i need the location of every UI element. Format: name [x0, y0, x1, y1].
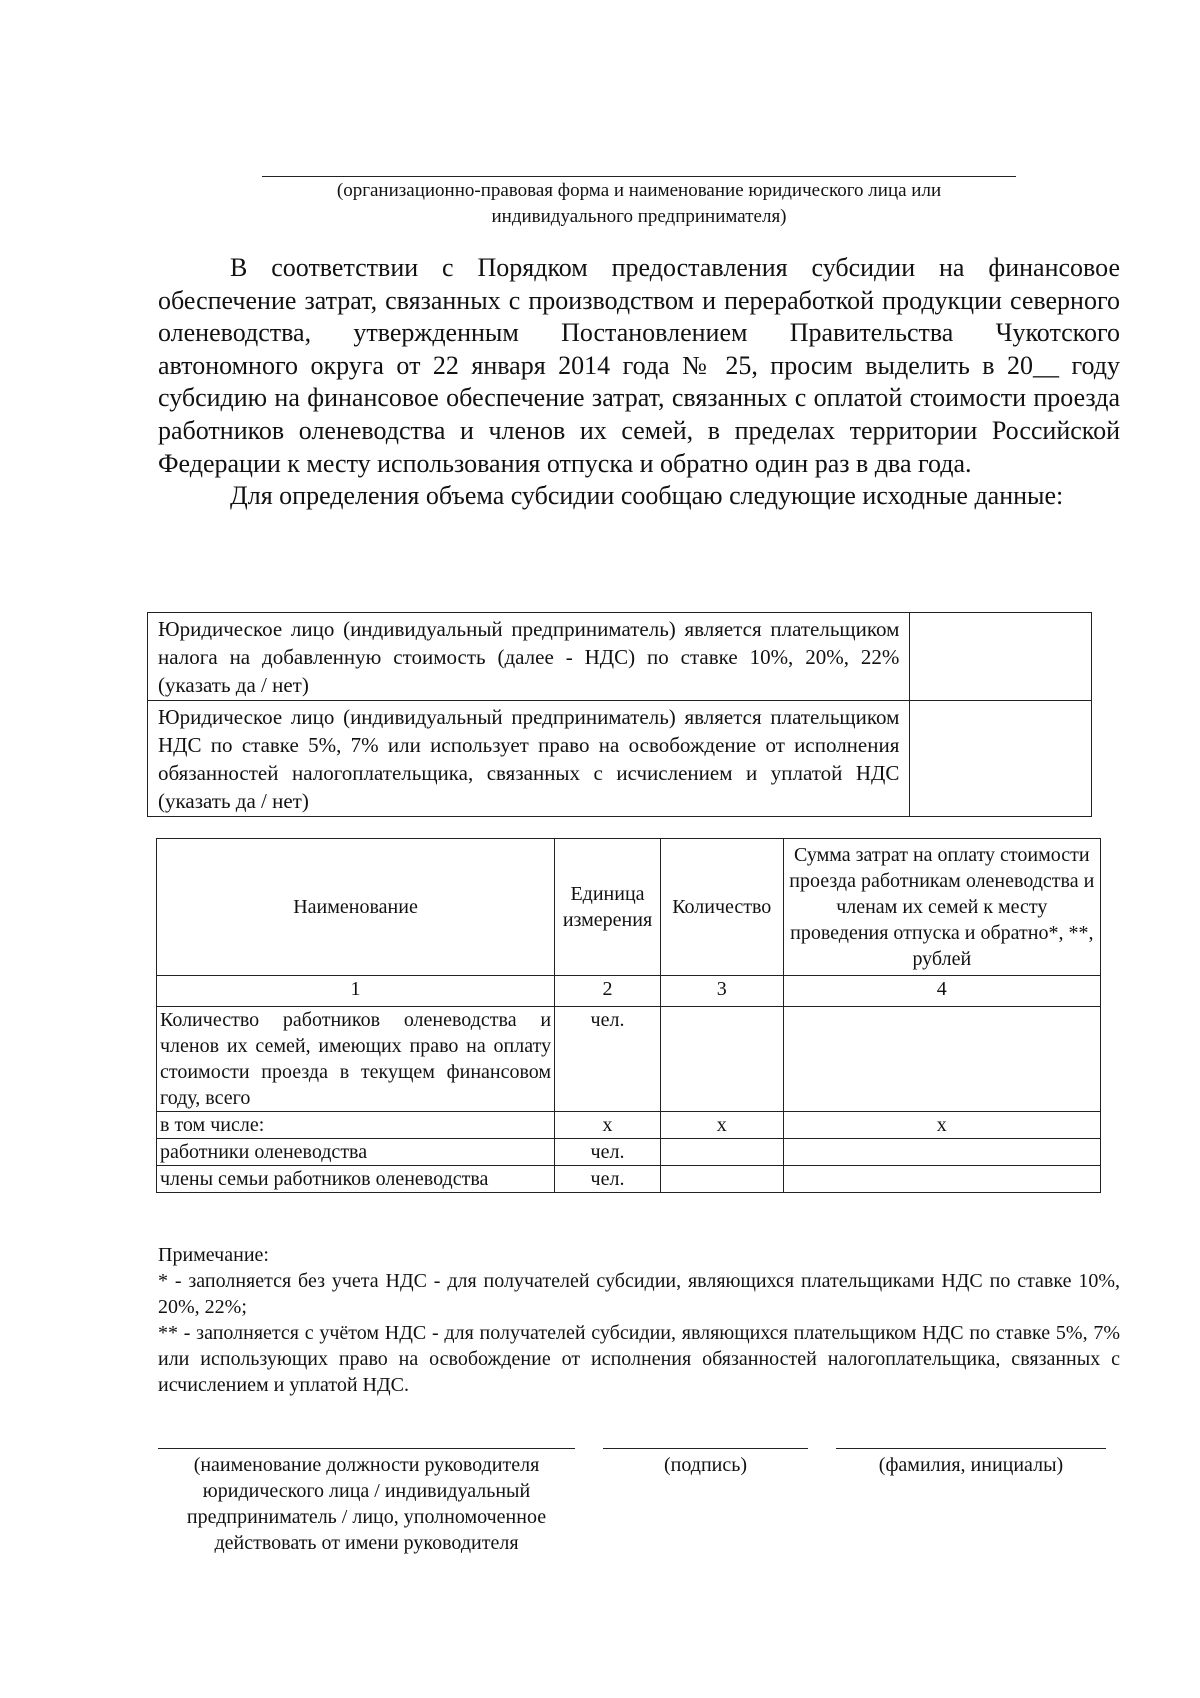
vat-status-table	[147, 612, 1092, 817]
row-total-quantity[interactable]	[660, 1007, 783, 1112]
column-number: 3	[660, 976, 783, 1007]
column-number: 2	[555, 976, 661, 1007]
row-total-unit: чел.	[555, 1007, 661, 1112]
position-signature-line	[158, 1448, 575, 1449]
notes-title: Примечание:	[158, 1244, 269, 1266]
expenses-table	[156, 838, 1101, 1193]
row-total-name: Количество работников оленеводства и членов их семей, имеющих право на оплату стоимости проезда в текущем финансовом году, всего	[157, 1007, 555, 1112]
row-including-quantity: х	[660, 1112, 783, 1139]
name-caption: (фамилия, инициалы)	[878, 1454, 1064, 1476]
table-row	[157, 1166, 1101, 1193]
row-family-quantity[interactable]	[660, 1166, 783, 1193]
request-body	[158, 252, 1120, 513]
expenses-header-row	[157, 839, 1101, 976]
request-paragraph: В соответствии с Порядком предоставления субсидии на финансовое обеспечение затрат, связанных с производством и переработкой продукции северного оленеводства, утвержденным Постановлением Правительства Чукотского автономного округа от 22 января 2014 года № 25, просим выделить в 20__ году субсидию на финансовое обеспечение затрат, связанных с оплатой стоимости проезда работников оленеводства и членов их семей, в пределах территории Российской Федерации к месту использования отпуска и обратно один раз в два года.	[158, 253, 1120, 478]
row-including-sum: х	[783, 1112, 1100, 1139]
table-row	[157, 1112, 1101, 1139]
signature-caption: (подпись)	[663, 1454, 748, 1476]
column-number: 4	[783, 976, 1100, 1007]
row-workers-sum[interactable]	[783, 1139, 1100, 1166]
row-including-unit: х	[555, 1112, 661, 1139]
header-sum: Сумма затрат на оплату стоимости проезда работникам оленеводства и членам их семей к месту проведения отпуска и обратно*, **, рублей	[783, 839, 1100, 976]
row-total-sum[interactable]	[783, 1007, 1100, 1112]
vat-row-standard-text: Юридическое лицо (индивидуальный предприниматель) является плательщиком налога на добавленную стоимость (далее - НДС) по ставке 10%, 20%, 22% (указать да / нет)	[148, 613, 910, 701]
row-family-name: члены семьи работников оленеводства	[157, 1166, 555, 1193]
notes-block	[158, 1242, 1120, 1398]
vat-row-standard-answer[interactable]	[910, 613, 1092, 701]
row-workers-unit: чел.	[555, 1139, 661, 1166]
vat-row-reduced	[148, 701, 1092, 817]
org-caption-line-1: (организационно-правовая форма и наименование юридического лица или	[336, 180, 942, 201]
org-name-caption	[262, 178, 1016, 230]
row-workers-quantity[interactable]	[660, 1139, 783, 1166]
position-caption-line: (наименование должности руководителя	[193, 1454, 540, 1476]
vat-row-reduced-text: Юридическое лицо (индивидуальный предприниматель) является плательщиком НДС по ставке 5%, 7% или использует право на освобождение от исполнения обязанностей налогоплательщика, связанных с исчислением и уплатой НДС (указать да / нет)	[148, 701, 910, 817]
row-workers-name: работники оленеводства	[157, 1139, 555, 1166]
org-caption-line-2: индивидуального предпринимателя)	[491, 206, 787, 227]
table-row	[157, 1007, 1101, 1112]
header-name: Наименование	[157, 839, 555, 976]
data-intro-paragraph: Для определения объема субсидии сообщаю следующие исходные данные:	[230, 481, 1064, 511]
vat-row-standard	[148, 613, 1092, 701]
header-unit: Единица измерения	[555, 839, 661, 976]
position-caption-line: предприниматель / лицо, уполномоченное	[186, 1506, 547, 1528]
position-caption	[148, 1452, 585, 1556]
row-including-name: в том числе:	[157, 1112, 555, 1139]
signature-line	[603, 1448, 808, 1449]
name-signature-line	[836, 1448, 1106, 1449]
table-row	[157, 1139, 1101, 1166]
position-caption-line: юридического лица / индивидуальный	[202, 1480, 531, 1502]
column-number-row	[157, 976, 1101, 1007]
org-name-line	[262, 176, 1016, 177]
column-number: 1	[157, 976, 555, 1007]
vat-row-reduced-answer[interactable]	[910, 701, 1092, 817]
position-caption-line: действовать от имени руководителя	[214, 1532, 519, 1554]
row-family-unit: чел.	[555, 1166, 661, 1193]
note-single-asterisk: * - заполняется без учета НДС - для получателей субсидии, являющихся плательщиками НДС по ставке 10%, 20%, 22%;	[158, 1270, 1120, 1318]
header-quantity: Количество	[660, 839, 783, 976]
note-double-asterisk: ** - заполняется с учётом НДС - для получателей субсидии, являющихся плательщиком НДС по ставке 5%, 7% или использующих право на освобождение от исполнения обязанностей налогоплательщика, связанных с исчислением и уплатой НДС.	[158, 1322, 1120, 1396]
row-family-sum[interactable]	[783, 1166, 1100, 1193]
